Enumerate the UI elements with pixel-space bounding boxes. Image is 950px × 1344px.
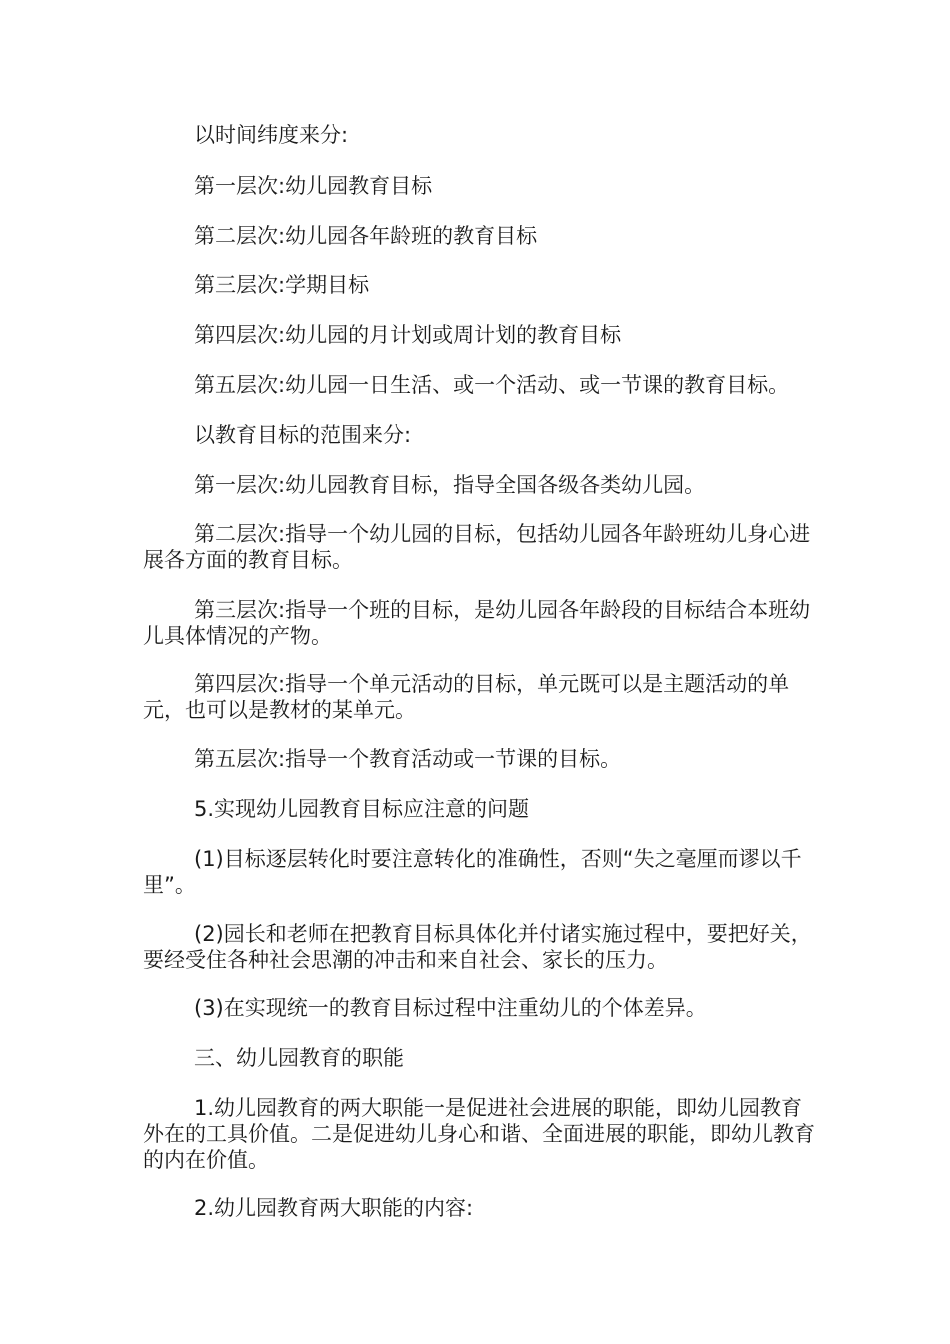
paragraph-time-level-1: 第一层次:幼儿园教育目标: [194, 174, 433, 198]
paragraph-scope-level-2: 第二层次:指导一个幼儿园的目标，包括幼儿园各年龄班幼儿身心进展各方面的教育目标。: [143, 522, 811, 572]
paragraph-section-5-heading: 5.实现幼儿园教育目标应注意的问题: [194, 797, 530, 821]
paragraph-function-1: 1.幼儿园教育的两大职能一是促进社会进展的职能，即幼儿园教育外在的工具价值。二是促进幼儿身心和谐、全面进展的职能，即幼儿教育的内在价值。: [143, 1096, 815, 1172]
paragraph-time-level-3: 第三层次:学期目标: [194, 273, 370, 297]
paragraph-note-1: (1)目标逐层转化时要注意转化的准确性，否则“失之毫厘而谬以千里”。: [143, 847, 802, 897]
paragraph-scope-level-5: 第五层次:指导一个教育活动或一节课的目标。: [194, 747, 622, 771]
paragraph-scope-heading: 以教育目标的范围来分:: [194, 423, 412, 447]
paragraph-time-level-5: 第五层次:幼儿园一日生活、或一个活动、或一节课的教育目标。: [194, 373, 790, 397]
paragraph-scope-level-3: 第三层次:指导一个班的目标，是幼儿园各年龄段的目标结合本班幼儿具体情况的产物。: [143, 598, 811, 648]
paragraph-note-3: (3)在实现统一的教育目标过程中注重幼儿的个体差异。: [194, 996, 707, 1020]
paragraph-note-2: (2)园长和老师在把教育目标具体化并付诸实施过程中，要把好关，要经受住各种社会思潮的冲击和来自社会、家长的压力。: [143, 922, 812, 972]
paragraph-time-level-2: 第二层次:幼儿园各年龄班的教育目标: [194, 224, 538, 248]
paragraph-scope-level-4: 第四层次:指导一个单元活动的目标，单元既可以是主题活动的单元，也可以是教材的某单元。: [143, 672, 790, 722]
paragraph-time-dimension-heading: 以时间纬度来分:: [194, 123, 349, 147]
paragraph-time-level-4: 第四层次:幼儿园的月计划或周计划的教育目标: [194, 323, 622, 347]
paragraph-function-2-heading: 2.幼儿园教育两大职能的内容:: [194, 1196, 474, 1220]
paragraph-section-3-heading: 三、幼儿园教育的职能: [194, 1046, 404, 1070]
paragraph-scope-level-1: 第一层次:幼儿园教育目标，指导全国各级各类幼儿园。: [194, 473, 706, 497]
